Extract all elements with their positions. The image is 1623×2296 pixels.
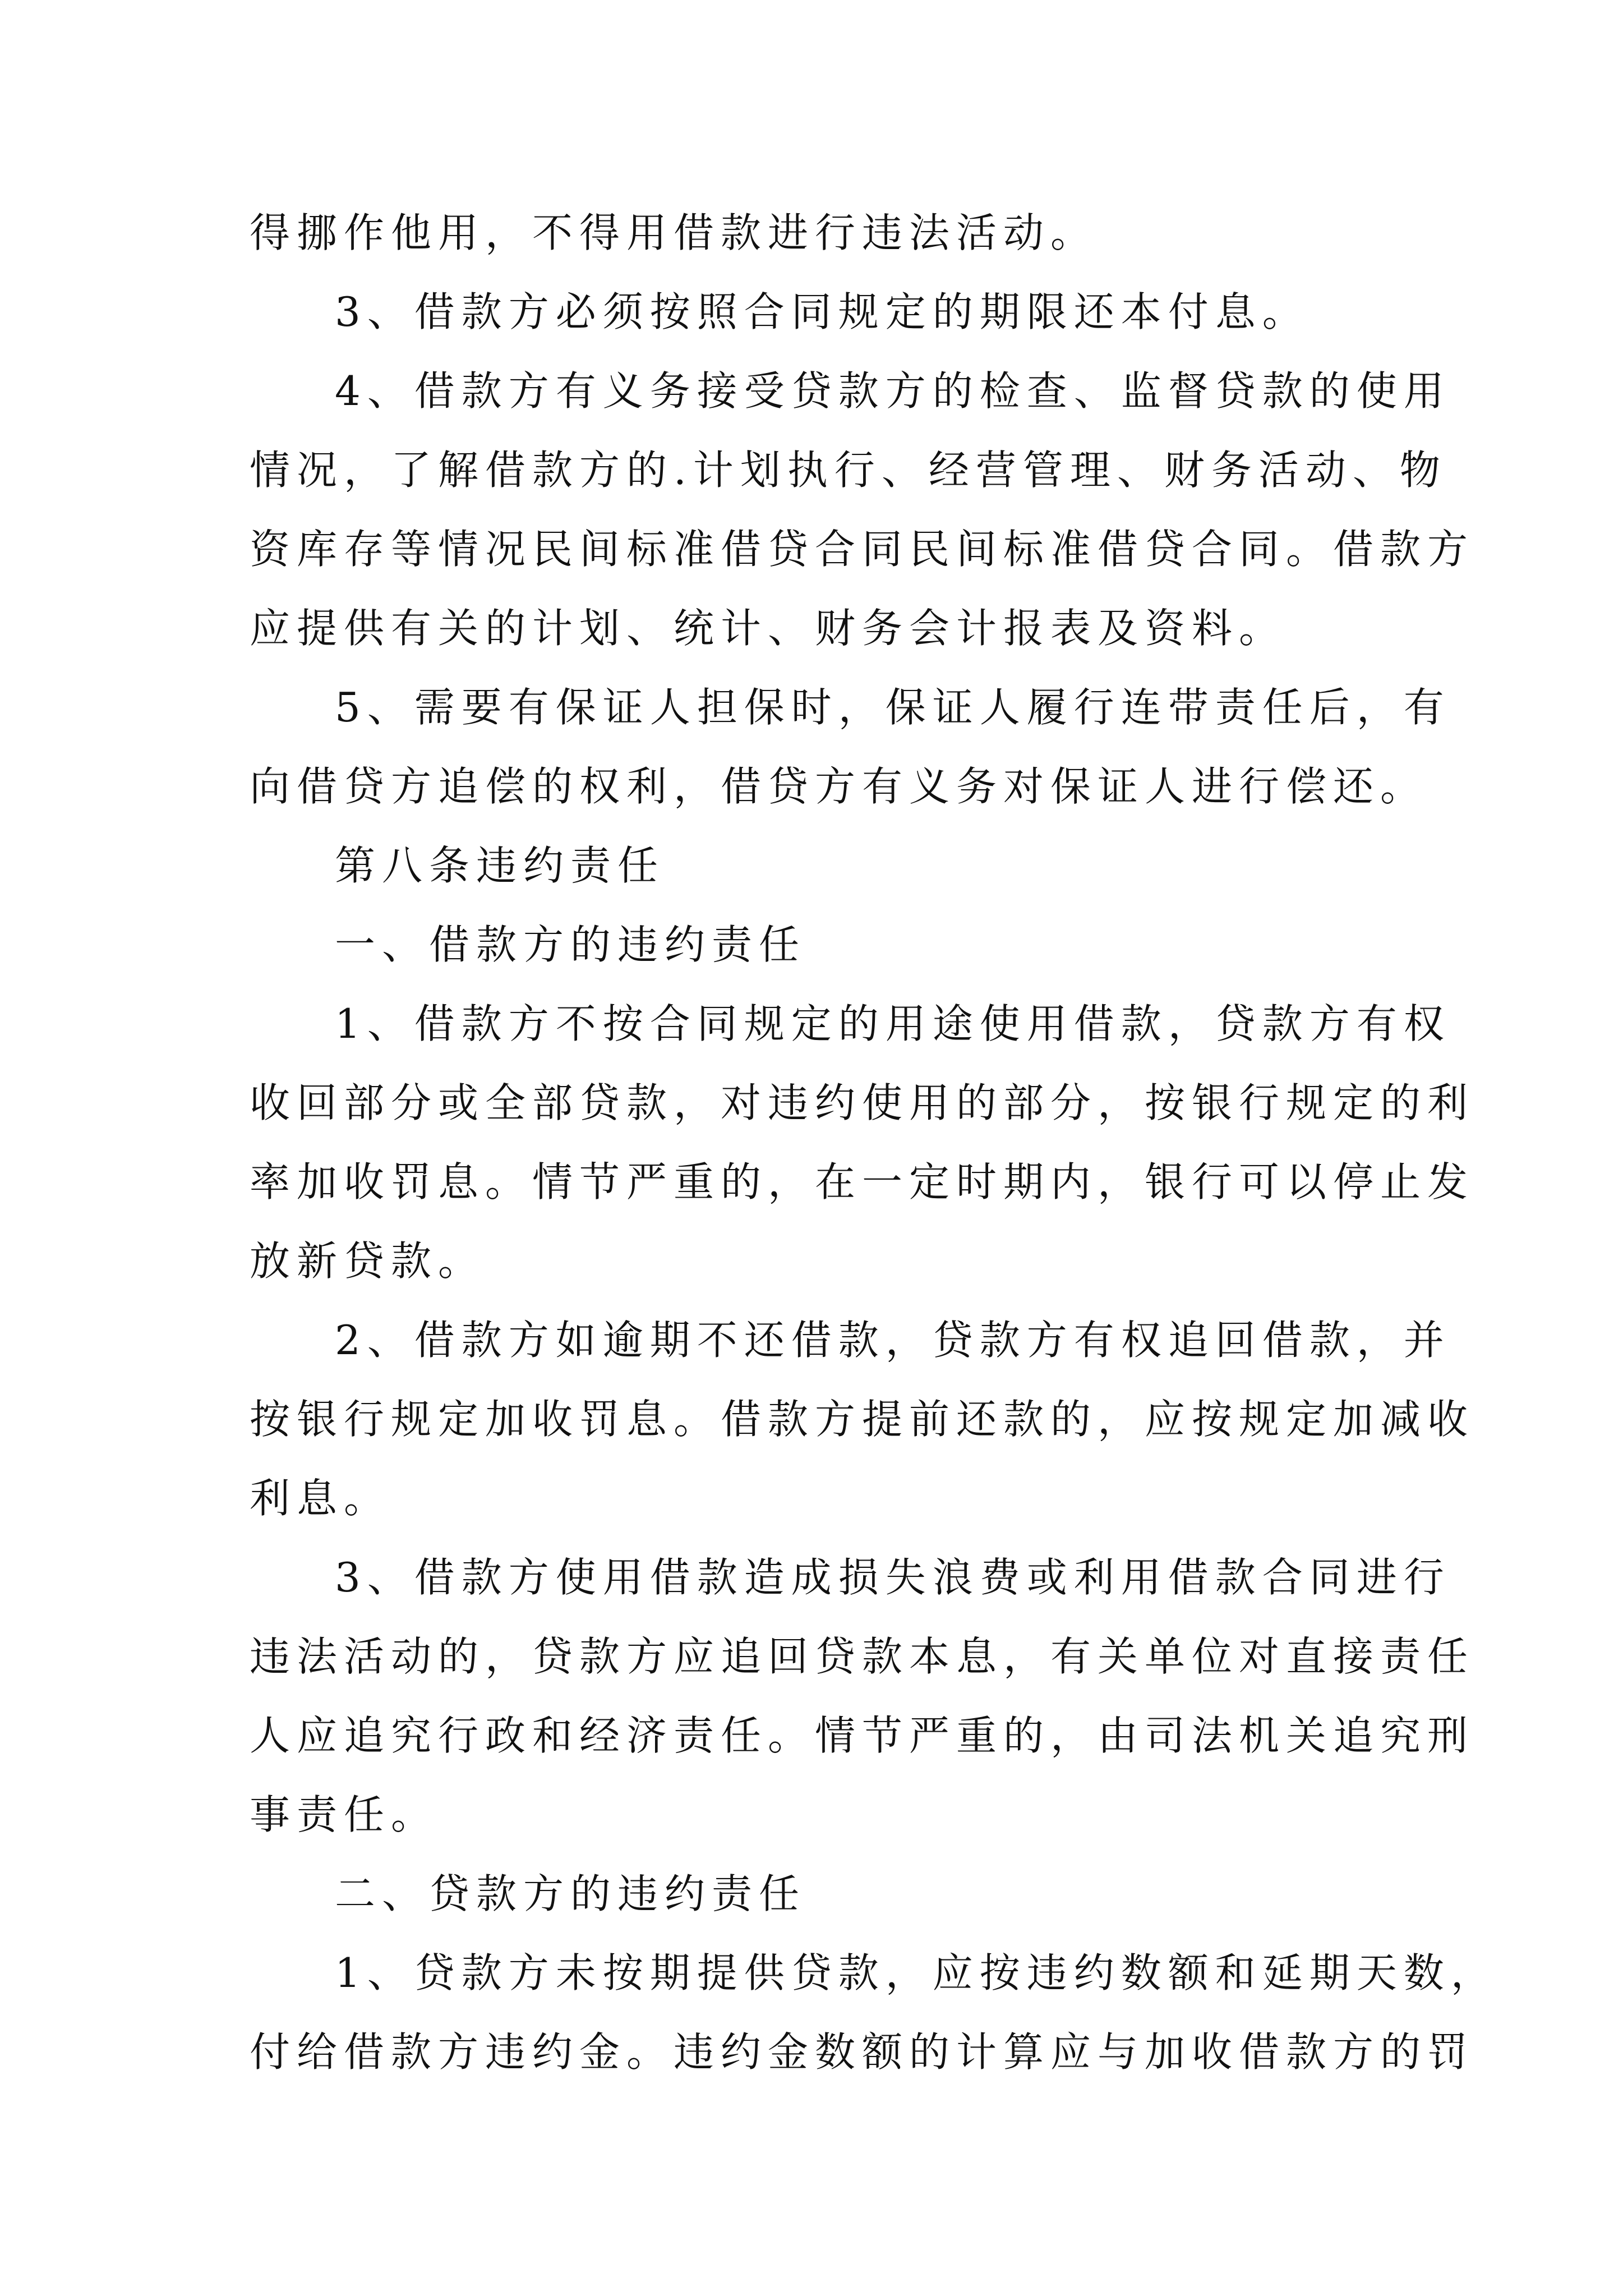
text-line: 应提供有关的计划、统计、财务会计报表及资料。 <box>250 605 1287 652</box>
text-line: 向借贷方追偿的权利，借贷方有义务对保证人进行偿还。 <box>250 763 1428 810</box>
text-line: 5、需要有保证人担保时，保证人履行连带责任后，有 <box>335 684 1451 731</box>
text-line: 情况，了解借款方的.计划执行、经营管理、财务活动、物 <box>250 447 1447 494</box>
text-line: 人应追究行政和经济责任。情节严重的，由司法机关追究刑 <box>250 1712 1475 1759</box>
text-line: 收回部分或全部贷款，对违约使用的部分，按银行规定的利 <box>250 1079 1475 1126</box>
text-line: 按银行规定加收罚息。借款方提前还款的，应按规定加减收 <box>250 1396 1475 1443</box>
text-line: 利息。 <box>250 1475 391 1522</box>
text-line: 放新贷款。 <box>250 1237 486 1285</box>
subsection-heading: 二、贷款方的违约责任 <box>335 1870 806 1917</box>
text-line: 事责任。 <box>250 1791 439 1838</box>
section-heading: 第八条违约责任 <box>335 842 665 889</box>
text-line: 1、贷款方未按期提供贷款，应按违约数额和延期天数， <box>335 1949 1498 1996</box>
text-line: 违法活动的，贷款方应追回贷款本息，有关单位对直接责任 <box>250 1633 1475 1680</box>
text-line: 得挪作他用，不得用借款进行违法活动。 <box>250 209 1098 256</box>
text-line: 付给借款方违约金。违约金数额的计算应与加收借款方的罚 <box>250 2028 1475 2076</box>
text-line: 4、借款方有义务接受贷款方的检查、监督贷款的使用 <box>335 367 1451 415</box>
document-body <box>250 194 1498 2092</box>
subsection-heading: 一、借款方的违约责任 <box>335 921 806 968</box>
text-line: 2、借款方如逾期不还借款，贷款方有权追回借款，并 <box>335 1317 1451 1364</box>
text-line: 1、借款方不按合同规定的用途使用借款，贷款方有权 <box>335 1000 1451 1047</box>
text-line: 率加收罚息。情节严重的，在一定时期内，银行可以停止发 <box>250 1158 1475 1205</box>
text-line: 3、借款方必须按照合同规定的期限还本付息。 <box>335 288 1310 335</box>
text-line: 3、借款方使用借款造成损失浪费或利用借款合同进行 <box>335 1554 1451 1601</box>
text-line: 资库存等情况民间标准借贷合同民间标准借贷合同。借款方 <box>250 526 1475 573</box>
